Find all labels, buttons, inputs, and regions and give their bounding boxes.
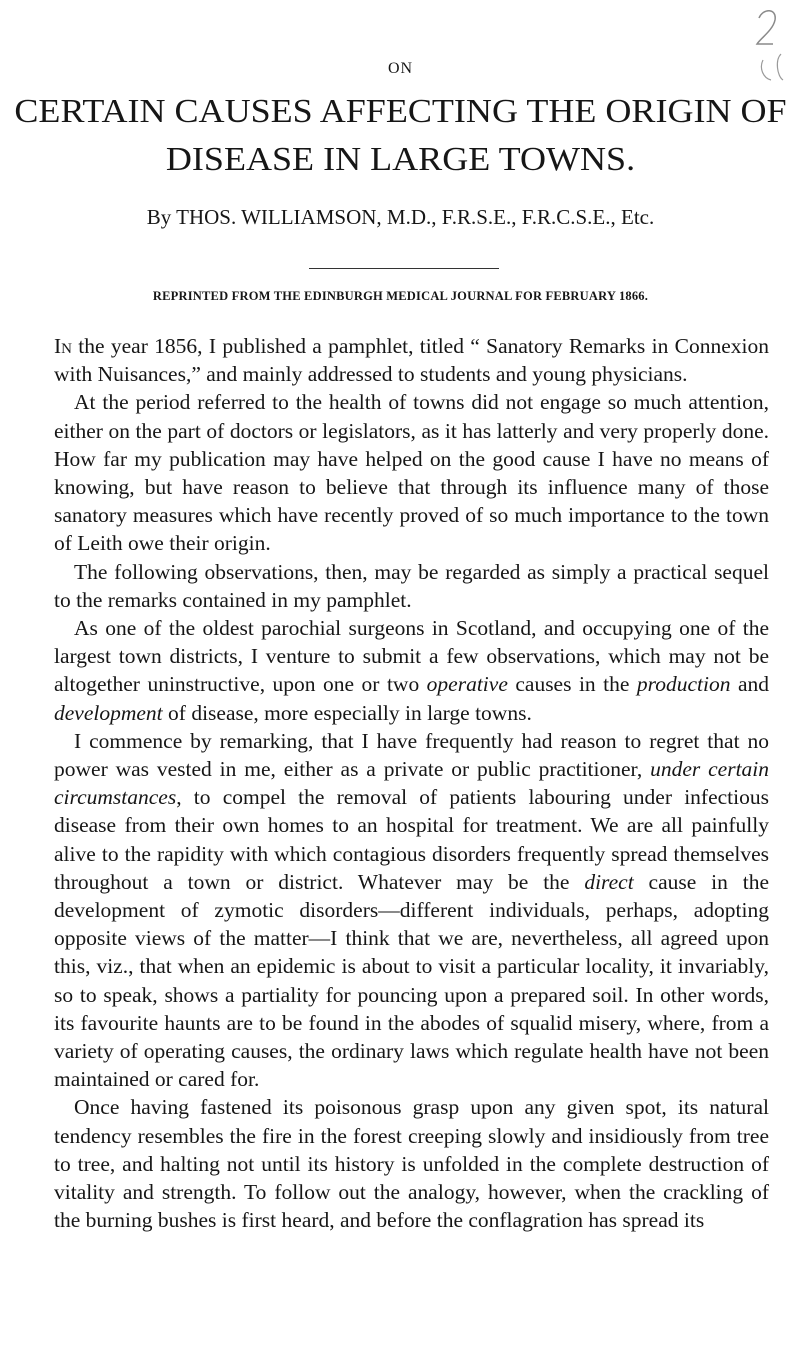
paragraph-3: The following observations, then, may be regarded as simply a practical sequel to the remarks contained in my pamphlet. <box>54 559 769 612</box>
title-line-1: CERTAIN CAUSES AFFECTING THE ORIGIN OF <box>14 93 787 130</box>
paragraph-1-lead: In <box>54 334 72 358</box>
paragraph-4-emphasis-1: operative <box>426 672 508 697</box>
paragraph-4-text-c: and <box>730 672 769 697</box>
paragraph-5-text-b: , to compel the removal of patients labouring under infectious disease from their own homes to an hospital for treatment. We are all painfully alive to the rapidity with which contagious disorders frequently spread themselves throughout a town or district. Whatever may be the <box>54 785 769 894</box>
divider-rule <box>309 268 499 269</box>
title-line-2: DISEASE IN LARGE TOWNS. <box>165 141 636 178</box>
paragraph-2: At the period referred to the health of towns did not engage so much attention, either on the part of doctors or legislators, as it has latterly and very properly done. How far my publication may have helped on the good cause I have no means of knowing, but have reason to believe that through its influence many of those sanatory measures which have recently proved of so much importance to the town of Leith owe their origin. <box>54 390 769 556</box>
author-byline: By THOS. WILLIAMSON, M.D., F.R.S.E., F.R.C.S.E., Etc. <box>146 205 655 229</box>
paragraph-5-emphasis-1: under certain circumstances <box>54 757 770 810</box>
reprint-note: REPRINTED FROM THE EDINBURGH MEDICAL JOURNAL FOR FEBRUARY 1866. <box>152 289 649 303</box>
paragraph-1-text: the year 1856, I published a pamphlet, titled “ Sanatory Remarks in Connexion with Nuisances,” and mainly addressed to students and young physicians. <box>54 334 769 387</box>
page-title <box>0 88 801 184</box>
paragraph-5-emphasis-2: direct <box>584 869 634 894</box>
paragraph-4-text-d: of disease, more especially in large towns. <box>162 700 532 725</box>
paragraph-4-text-b: causes in the <box>507 672 637 697</box>
paragraph-5 <box>54 727 769 1094</box>
paragraph-4-text-a: As one of the oldest parochial surgeons in Scotland, and occupying one of the largest town districts, I venture to submit a few observations, which may not be altogether uninstructive, upon one or two <box>54 616 769 697</box>
paragraph-5-text-c: cause in the development of zymotic disorders—different individuals, perhaps, adopting opposite views of the matter—I think that we are, nevertheless, all agreed upon this, viz., that when an epidemic is about to visit a particular locality, it invariably, so to speak, shows a partiality for pouncing upon a prepared soil. In other words, its favourite haunts are to be found in the abodes of squalid misery, where, from a variety of operating causes, the ordinary laws which regulate health have not been maintained or cared for. <box>54 869 769 1092</box>
paragraph-4 <box>54 614 769 727</box>
paragraph-6: Once having fastened its poisonous grasp upon any given spot, its natural tendency resembles the fire in the forest creeping slowly and insidiously from tree to tree, and halting not until its history is unfolded in the complete destruction of vitality and strength. To follow out the analogy, however, when the crackling of the burning bushes is first heard, and before the conflagration has spread its <box>54 1095 769 1233</box>
paragraph-4-emphasis-3: development <box>54 700 163 725</box>
paragraph-1 <box>54 332 769 388</box>
article-body <box>54 332 769 1235</box>
paragraph-4-emphasis-2: production <box>636 672 731 697</box>
paragraph-5-text-a: I commence by remarking, that I have frequently had reason to regret that no power was vested in me, either as a private or public practitioner, <box>54 728 769 782</box>
title-kicker: ON <box>387 60 414 77</box>
